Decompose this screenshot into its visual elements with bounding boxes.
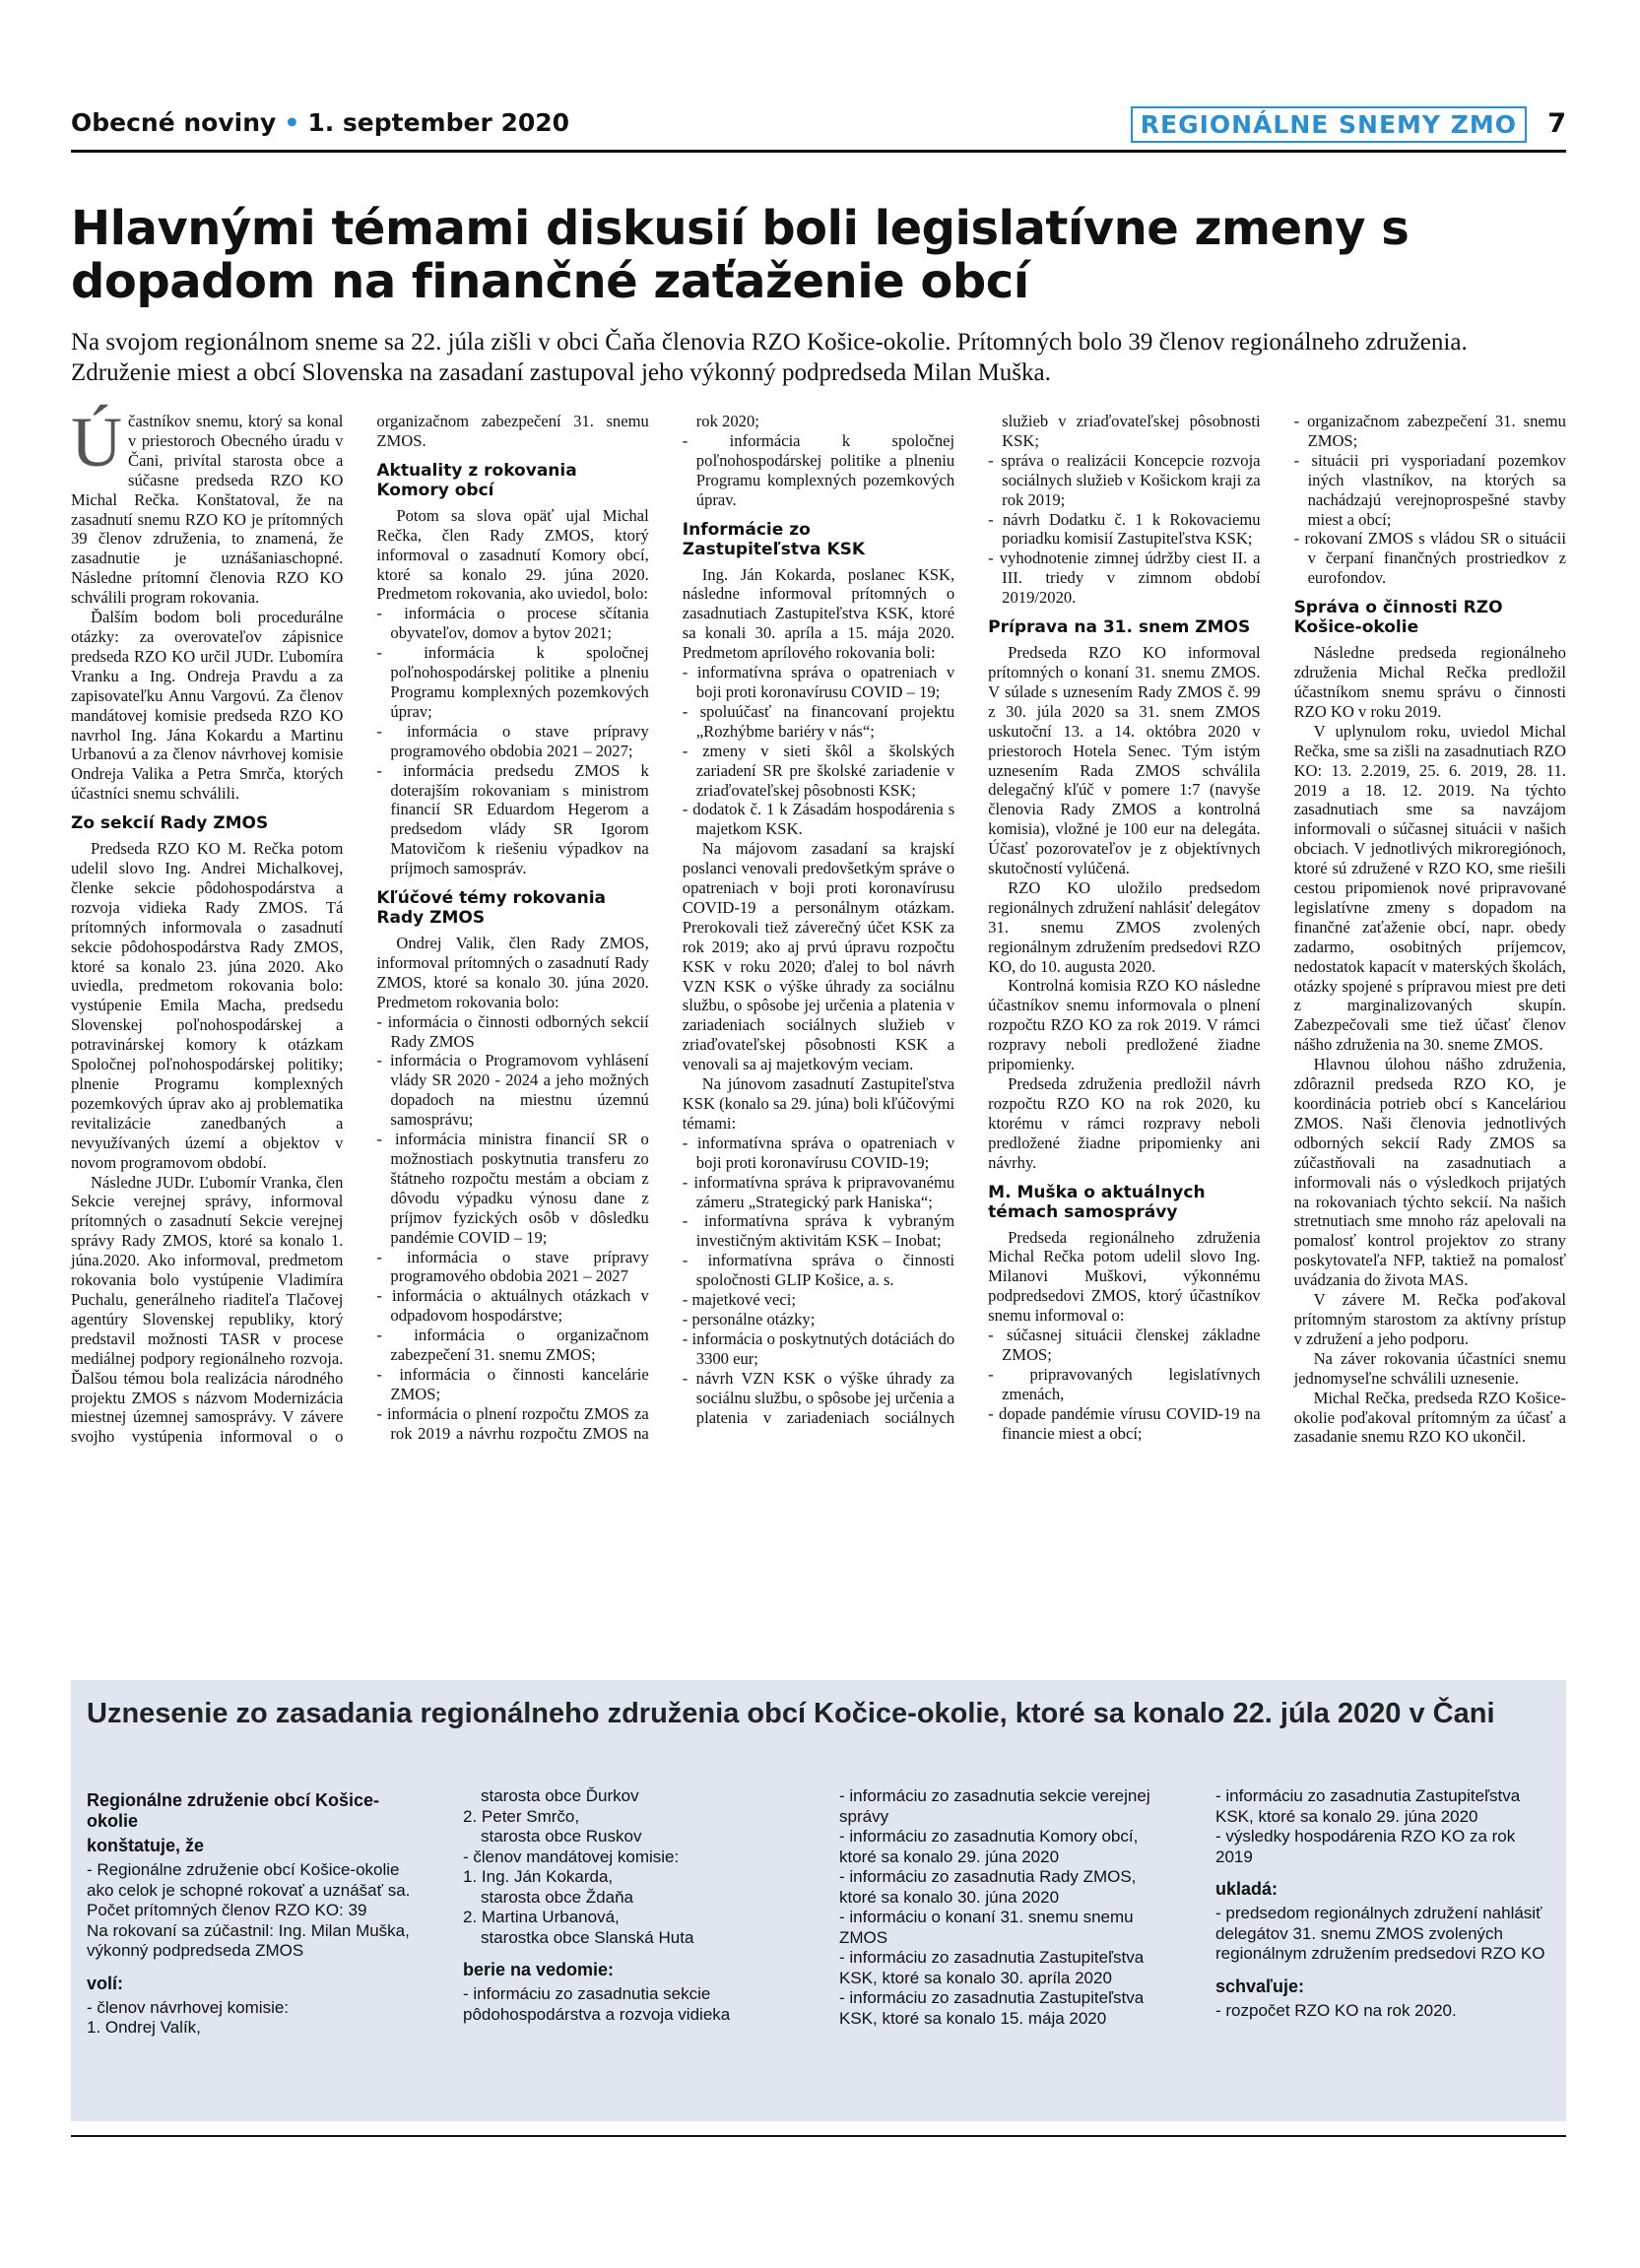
- list-item: - situácii pri vysporiadaní pozemkov iných vlastníkov, na ktorých sa nachádzajú verejnoprospešné stavby miest a obcí;: [1294, 451, 1566, 530]
- resolution-line: starosta obce Ruskov: [481, 1827, 642, 1846]
- resolution-berie-heading: berie na vedomie:: [463, 1960, 615, 1979]
- masthead-left: [71, 108, 569, 137]
- list-item: - návrh VZN KSK o výške úhrady za sociálnu službu, o spôsobe jej určenia a platenia v zariadeniach sociálnych služieb v zriaďovateľskej pôsobnosti KSK;: [683, 412, 1261, 1447]
- resolution-line: 1. Ondrej Valík,: [87, 2018, 201, 2037]
- resolution-line: - informáciu o konaní 31. snemu snemu ZMOS: [839, 1908, 1134, 1947]
- paragraph: V závere M. Rečka poďakoval prítomným starostom za aktívny prístup v združení a jeho podporu.: [1293, 1290, 1566, 1348]
- separator-dot-icon: •: [284, 108, 300, 137]
- list-item: - informácia predsedu ZMOS k doterajším rokovaniam s ministrom financií SR Eduardom Hegerom a predsedom vlády SR Igorom Matovičom k riešeniu výpadkov na príjmoch samospráv.: [376, 761, 648, 878]
- paragraph: Potom sa slova opäť ujal Michal Rečka, člen Rady ZMOS, ktorý informoval o zasadnutí Komory obcí, ktoré sa konalo 29. júna 2020. Predmetom rokovania, ako uviedol, bolo:: [376, 505, 649, 604]
- paragraph: V uplynulom roku, uviedol Michal Rečka, sme sa zišli na zasadnutiach RZO KO: 13. 2.2019, 25. 6. 2019, 28. 11. 2019 a 18. 12. 2019. Na týchto zasadnutiach sme sa navzájom informovali o súčasnej situácii v našich obciach. V jednotlivých mikroregiónoch, ktoré sú združené v RZO KO, sme riešili cestou pripomienok nové pripravované legislatívne zmeny s dopadom na finančné zaťaženie obcí, napr. obedy zadarmo, osobitných príjemcov, nedostatok kapacít v materských školách, otázky spojené s prípravou miest pre deti z marginalizovaných skupín. Zabezpečovali sme tiež účasť členov nášho združenia na 30. sneme ZMOS.: [1293, 721, 1566, 1055]
- list-item: - majetkové veci;: [683, 1290, 954, 1310]
- paragraph: Následne predseda regionálneho združenia Michal Rečka predložil účastníkom snemu správu o činnosti RZO KO v roku 2019.: [1293, 643, 1566, 721]
- resolution-line: - výsledky hospodárenia RZO KO za rok 2019: [1215, 1827, 1516, 1866]
- list-item: - personálne otázky;: [683, 1310, 954, 1329]
- resolution-schvaluje-heading: schvaľuje:: [1215, 1976, 1304, 1996]
- resolution-line: - informáciu zo zasadnutia Zastupiteľstva KSK, ktoré sa konalo 15. mája 2020: [839, 1988, 1145, 2028]
- issue-date: 1. september 2020: [307, 108, 570, 137]
- resolution-line: - informáciu zo zasadnutia Zastupiteľstva KSK, ktoré sa konalo 30. apríla 2020: [839, 1948, 1145, 1987]
- resolution-line: - členov návrhovej komisie:: [87, 1997, 290, 2017]
- list-item: - informácia o Programovom vyhlásení vlády SR 2020 - 2024 a jeho možných dopadoch na miestnu územnú samosprávu;: [376, 1051, 648, 1130]
- list-item: - zmeny v sieti škôl a školských zariadení SR pre školské zariadenie v zriaďovateľskej pôsobnosti KSK;: [683, 742, 954, 801]
- subheading-ksk: Informácie zo Zastupiteľstva KSK: [682, 519, 866, 559]
- resolution-line: - členov mandátovej komisie:: [463, 1847, 680, 1866]
- list-item: - vyhodnotenie zimnej údržby ciest II. a III. triedy v zimnom období 2019/2020.: [988, 549, 1260, 608]
- subheading-snem: Príprava na 31. snem ZMOS: [988, 617, 1251, 638]
- resolution-line: - informáciu zo zasadnutia Zastupiteľstva KSK, ktoré sa konalo 29. júna 2020: [1215, 1786, 1521, 1826]
- resolution-konstatuje-heading: konštatuje, že: [87, 1836, 205, 1855]
- paragraph: Ing. Ján Kokarda, poslanec KSK, následne informoval prítomných o zasadnutiach Zastupiteľstva KSK, ktoré sa konali 30. apríla a 15. mája 2020. Predmetom aprílového rokovania boli:: [682, 564, 955, 663]
- resolution-line: - Regionálne združenie obcí Košice-okolie ako celok je schopné rokovať a uznášať sa.: [87, 1860, 411, 1900]
- list-item: - informácia o aktuálnych otázkach v odpadovom hospodárstve;: [376, 1286, 648, 1326]
- section-label: REGIONÁLNE SNEMY ZMO: [1131, 106, 1527, 143]
- paragraph: Predseda združenia predložil návrh rozpočtu RZO KO na rok 2020, ku ktorému v rámci rozpravy neboli predložené žiadne pripomienky ani návrhy.: [988, 1074, 1261, 1172]
- paragraph: Ďalším bodom boli procedurálne otázky: za overovateľov zápisnice predseda RZO KO určil JUDr. Ľubomíra Vranku a Ing. Ondreja Pravdu a za zapisovateľku Annu Vargovú. Za členov mandátovej komisie predseda RZO KO navrhol Ing. Jána Kokardu a Martinu Urbanovú a za členov návrhovej komisie Ondreja Valika a Petra Smrča, ktorých účastníci snemu schválili.: [71, 608, 344, 804]
- list-item: - informatívna správa o opatreniach v boji proti koronavírusu COVID-19;: [683, 1134, 954, 1173]
- article-lead: Na svojom regionálnom sneme sa 22. júla zišli v obci Čaňa členovia RZO Košice-okolie. Prítomných bolo 39 členov regionálneho združenia. Združenie miest a obcí Slovenska na zasadaní zastupoval jeho výkonný podpredseda Milan Muška.: [71, 329, 1468, 386]
- bullet-list: [376, 604, 648, 878]
- list-item: - informácia k spoločnej poľnohospodárskej politike a plneniu Programu komplexných pozemkových úprav.: [683, 431, 954, 510]
- paragraph: Michal Rečka, predseda RZO Košice-okolie poďakoval prítomným za účasť a zasadanie snemu RZO KO ukončil.: [1293, 1388, 1566, 1447]
- subheading-muska: M. Muška o aktuálnych témach samosprávy: [988, 1182, 1206, 1222]
- paragraph: Na májovom zasadaní sa krajskí poslanci venovali predovšetkým správe o opatreniach v boji proti koronavírusu COVID-19 a personálnym otázkam. Prerokovali tiež záverečný účet KSK za rok 2019; ako aj prvú úpravu rozpočtu KSK v roku 2020; ďalej to bol návrh VZN KSK o výške úhrady za sociálnu službu, o spôsobe jej určenia a platenia v zariadeniach sociálnych služieb v zriaďovateľskej pôsobnosti KSK a venovali sa aj majetkovým veciam.: [682, 839, 955, 1074]
- resolution-line: Počet prítomných členov RZO KO: 39: [87, 1901, 367, 1919]
- list-item: - informácia o organizačnom zabezpečení 31. snemu ZMOS;: [376, 1326, 648, 1365]
- bullet-list: [683, 663, 954, 839]
- list-item: - rokovaní ZMOS s vládou SR o situácii v čerpaní finančných prostriedkov z eurofondov.: [1294, 529, 1566, 588]
- list-item: - spoluúčasť na financovaní projektu „Rozhýbme bariéry v nás“;: [683, 702, 954, 742]
- paragraph: Následne JUDr. Ľubomír Vranka, člen Sekcie verejnej správy, informoval prítomných o zasadnutí Sekcie verejnej správy Rady ZMOS, ktoré sa konalo 1. júna.2020. Ako informoval, predmetom rokovania bolo vystúpenie Vladimíra Puchalu, generálneho riaditeľa Tlačovej agentúry Slovenskej republiky, ktorý predstavil možnosti TASR v procese mediálnej podpory regionálneho rozvoja. Ďalšou témou bola realizácia národného projektu ZMOS s názvom Modernizácia miestnej územnej samosprávy. V závere svojho vystúpenia informoval o o organizačnom zabezpečení 31. snemu ZMOS.: [71, 412, 649, 1447]
- resolution-line: - informáciu zo zasadnutia sekcie pôdohospodárstva a rozvoja vidieka: [463, 1984, 731, 2024]
- list-item: - dopade pandémie vírusu COVID-19 na financie miest a obcí;: [988, 1404, 1260, 1444]
- paragraph: Ondrej Valik, člen Rady ZMOS, informoval prítomných o zasadnutí Rady ZMOS, ktoré sa konalo 30. júna 2020. Predmetom rokovania bolo:: [376, 934, 649, 1011]
- resolution-line: 2. Martina Urbanová,: [463, 1908, 620, 1926]
- page-number: 7: [1547, 108, 1566, 139]
- resolution-line: starosta obce Ďurkov: [481, 1786, 639, 1805]
- list-item: - informatívna správa o činnosti spoločnosti GLIP Košice, a. s.: [683, 1251, 954, 1290]
- resolution-uklada-heading: ukladá:: [1215, 1879, 1279, 1899]
- drop-cap: Ú: [71, 403, 122, 482]
- resolution-line: starostka obce Slanská Huta: [481, 1927, 694, 1947]
- list-item: - návrh Dodatku č. 1 k Rokovaciemu poriadku komisií Zastupiteľstva KSK;: [988, 510, 1260, 550]
- paragraph: Hlavnou úlohou nášho združenia, zdôraznil predseda RZO KO, je koordinácia potrieb obcí s Kanceláriou ZMOS. Naši členovia jednotlivých odborných sekcií Rady ZMOS sa zúčastňovali na zasadnutiach a informovali nás o výsledkoch prijatých na rokovaniach týchto sekcií. Na našich stretnutiach sme mnoho ráz apelovali na pomalosť kontrol projektov zo strany poskytovateľa NFP, taktiež na pomalosť uvádzania do života MAS.: [1293, 1055, 1566, 1290]
- list-item: - informácia k spoločnej poľnohospodárskej politike a plneniu Programu komplexných pozemkových úprav;: [376, 643, 648, 722]
- subheading-sprava: Správa o činnosti RZO Košice-okolie: [1293, 598, 1503, 638]
- resolution-line: - informáciu zo zasadnutia sekcie verejnej správy: [839, 1786, 1150, 1826]
- subheading-klucove: Kľúčové témy rokovania Rady ZMOS: [376, 888, 607, 929]
- resolution-line: Na rokovaní sa zúčastnil: Ing. Milan Muška, výkonný podpredseda ZMOS: [87, 1920, 410, 1960]
- list-item: - informatívna správa k pripravovanému zámeru „Strategický park Haniska“;: [683, 1173, 954, 1212]
- list-item: - informatívna správa k vybraným investičným aktivitám KSK – Inobat;: [683, 1211, 954, 1251]
- list-item: - súčasnej situácii členskej základne ZMOS;: [988, 1326, 1260, 1365]
- resolution-line: - informáciu zo zasadnutia Rady ZMOS, ktoré sa konalo 30. júna 2020: [839, 1867, 1137, 1907]
- list-item: - organizačnom zabezpečení 31. snemu ZMOS;: [1294, 412, 1566, 451]
- paragraph: Predseda RZO KO M. Rečka potom udelil slovo Ing. Andrei Michalkovej, členke sekcie pôdohospodárstva a rozvoja vidieka Rady ZMOS. Tá prítomných informovala o zasadnutí sekcie pôdohospodárstva Rady ZMOS, ktoré sa konalo 23. júna 2020. Ako uviedla, predmetom rokovania bolo: vystúpenie Emila Macha, predsedu Slovenskej poľnohospodárskej a potravinárskej komory k otázkam Spoločnej poľnohospodárskej politiky; plnenie Programu komplexných pozemkových úprav ako aj problematika revitalizácie zanedbaných a nevyužívaných území a objektov v novom programovom období.: [71, 839, 344, 1172]
- paragraph: Na záver rokovania účastníci snemu jednomyseľne schválili uznesenie.: [1293, 1348, 1566, 1388]
- resolution-box: [71, 1680, 1566, 2121]
- resolution-line: 1. Ing. Ján Kokarda,: [463, 1867, 614, 1886]
- paragraph: Kontrolná komisia RZO KO následne účastníkov snemu informovala o plnení rozpočtu RZO KO za rok 2019. V rámci rozpravy neboli predložené žiadne pripomienky.: [988, 976, 1261, 1074]
- paragraph: Predseda regionálneho združenia Michal Rečka potom udelil slovo Ing. Milanovi Muškovi, výkonnému podpredsedovi ZMOS, ktorý účastníkov snemu informoval o:: [988, 1227, 1261, 1326]
- bottom-rule: [71, 2135, 1566, 2137]
- list-item: - informácia ministra financií SR o možnostiach poskytnutia transferu zo štátneho rozpočtu mestám a obciam z dôvodu výpadku výnosu dane z príjmov fyzických osôb v dôsledku pandémie COVID – 19;: [376, 1130, 648, 1247]
- paper-name: Obecné noviny: [71, 108, 277, 137]
- resolution-title: Uznesenie zo zasadania regionálneho združenia obcí Kočice-okolie, ktoré sa konalo 22. júla 2020 v Čani: [87, 1698, 1495, 1729]
- list-item: - informatívna správa o opatreniach v boji proti koronavírusu COVID – 19;: [683, 663, 954, 702]
- list-item: - informácia o činnosti kancelárie ZMOS;: [376, 1365, 648, 1404]
- resolution-line: 2. Peter Smrčo,: [463, 1806, 580, 1826]
- paragraph: Predseda RZO KO informoval prítomných o konaní 31. snemu ZMOS. V súlade s uznesením Rady ZMOS č. 99 z 30. júla 2020 sa 31. snem ZMOS uskutoční 13. a 14. októbra 2020 v priestoroch Hotela Senec. Tým istým uznesením Rada ZMOS schválila delegačný kľúč v pomere 1:7 (navyše členovia Rady ZMOS a kontrolná komisia), vložné je 100 eur na delegáta. Účasť pozorovateľov je z objektívnych skutočností vylúčená.: [988, 643, 1261, 878]
- resolution-line: starosta obce Ždaňa: [481, 1887, 633, 1907]
- subheading-aktuality: Aktuality z rokovania Komory obcí: [376, 460, 577, 500]
- list-item: - informácia o plnení rozpočtu ZMOS za rok 2019 a návrhu rozpočtu ZMOS na rok 2020;: [376, 412, 954, 1447]
- masthead: [71, 106, 1566, 153]
- resolution-body: [87, 1786, 1552, 2111]
- list-item: - informácia o stave prípravy programového obdobia 2021 – 2027;: [376, 722, 648, 761]
- article-body: [71, 403, 1566, 1643]
- list-item: - informácia o poskytnutých dotáciách do 3300 eur;: [683, 1329, 954, 1369]
- paragraph: RZO KO uložilo predsedom regionálnych združení nahlásiť delegátov 31. snemu ZMOS zvolených regionálnym združením predsedovi RZO KO, do 10. augusta 2020.: [988, 877, 1261, 976]
- list-item: - pripravovaných legislatívnych zmenách,: [988, 1365, 1260, 1404]
- resolution-line: - informáciu zo zasadnutia Komory obcí, ktoré sa konalo 29. júna 2020: [839, 1827, 1139, 1866]
- list-item: - dodatok č. 1 k Zásadám hospodárenia s majetkom KSK.: [683, 800, 954, 839]
- list-item: - informácia o činnosti odborných sekcií Rady ZMOS: [376, 1012, 648, 1052]
- resolution-voli-heading: volí:: [87, 1973, 124, 1993]
- resolution-line: - predsedom regionálnych združení nahlásiť delegátov 31. snemu ZMOS zvolených regionálnym združením predsedovi RZO KO: [1215, 1904, 1545, 1963]
- paragraph: Účastníkov snemu, ktorý sa konal v priestoroch Obecného úradu v Čani, privítal starosta obce a súčasne predseda RZO KO Michal Rečka. Konštatoval, že na zasadnutí snemu RZO KO je prítomných 39 členov združenia, to znamená, že zasadnutie je uznášaniaschopné. Následne prítomní členovia RZO KO schválili program rokovania.: [71, 403, 344, 608]
- paragraph: Na júnovom zasadnutí Zastupiteľstva KSK (konalo sa 29. júna) boli kľúčovými témami:: [682, 1074, 955, 1133]
- article-title: Hlavnými témami diskusií boli legislatívne zmeny s dopadom na finančné zaťaženie obcí: [71, 201, 1410, 309]
- subheading-sekcie: Zo sekcií Rady ZMOS: [71, 813, 269, 834]
- list-item: - správa o realizácii Koncepcie rozvoja sociálnych služieb v Košickom kraji za rok 2019;: [988, 451, 1260, 510]
- resolution-line: - rozpočet RZO KO na rok 2020.: [1215, 2000, 1457, 2020]
- list-item: - informácia o procese sčítania obyvateľov, domov a bytov 2021;: [376, 604, 648, 643]
- list-item: - informácia o stave prípravy programového obdobia 2021 – 2027: [376, 1248, 648, 1287]
- resolution-org: Regionálne združenie obcí Košice-okolie: [87, 1790, 380, 1831]
